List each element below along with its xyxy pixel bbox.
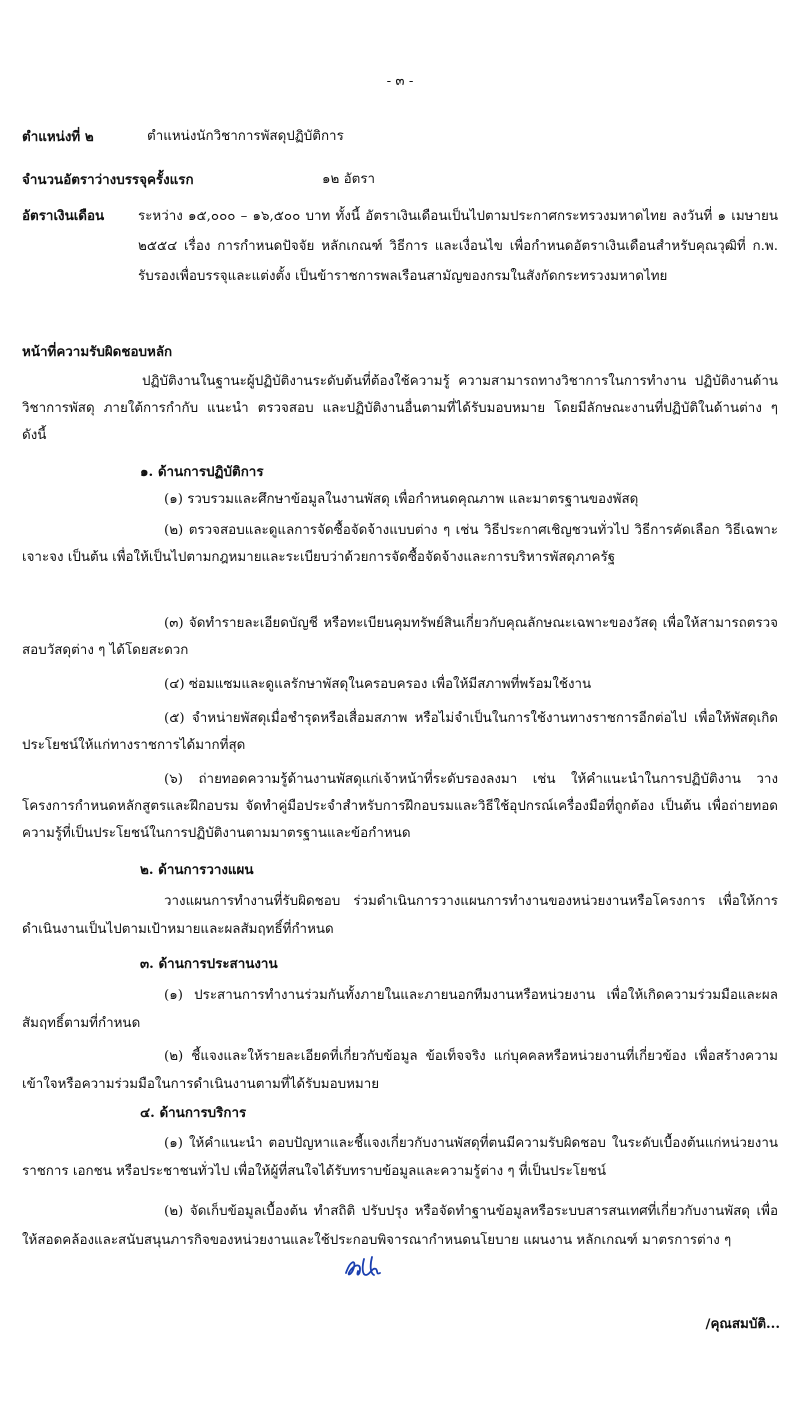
duty-item: (๑) ให้คำแนะนำ ตอบปัญหาและชี้แจงเกี่ยวกับงานพัสดุที่ตนมีความรับผิดชอบ ในระดับเบื้องต้นแก่หน่วยงานราชการ เอกชน หรือประชาชนทั่วไป เพื่อให้ผู้ที่สนใจได้รับทราบข้อมูลและความรู้ต่าง ๆ ที่เป็นประโยชน์	[22, 1136, 778, 1179]
duty-item: (๑) รวบรวมและศึกษาข้อมูลในงานพัสดุ เพื่อกำหนดคุณภาพ และมาตรฐานของพัสดุ	[164, 492, 639, 507]
duty-item: (๒) ชี้แจงและให้รายละเอียดที่เกี่ยวกับข้อมูล ข้อเท็จจริง แก่บุคคลหรือหน่วยงานที่เกี่ยวข้อง เพื่อสร้างความเข้าใจหรือความร่วมมือในการดำเนินงานตามที่ได้รับมอบหมาย	[22, 1049, 778, 1092]
vacancies-value: ๑๒ อัตรา	[322, 172, 376, 187]
duty-item: (๓) จัดทำรายละเอียดบัญชี หรือทะเบียนคุมทรัพย์สินเกี่ยวกับคุณลักษณะเฉพาะของวัสดุ เพื่อให้สามารถตรวจสอบวัสดุต่าง ๆ ได้โดยสะดวก	[22, 616, 778, 658]
duty-item: (๔) ซ่อมแซมและดูแลรักษาพัสดุในครอบครอง เพื่อให้มีสภาพที่พร้อมใช้งาน	[164, 677, 592, 692]
duty-item: (๖) ถ่ายทอดความรู้ด้านงานพัสดุแก่เจ้าหน้าที่ระดับรองลงมา เช่น ให้คำแนะนำในการปฏิบัติงาน วางโครงการกำหนดหลักสูตรและฝึกอบรม จัดทำคู่มือประจำสำหรับการฝึกอบรมและวิธีใช้อุปกรณ์เครื่องมือที่ถูกต้อง เป็นต้น เพื่อถ่ายทอดความรู้ที่เป็นประโยชน์ในการปฏิบัติงานตามมาตรฐานและข้อกำหนด	[22, 772, 778, 841]
position-value: ตำแหน่งนักวิชาการพัสดุปฏิบัติการ	[147, 129, 344, 144]
position-label: ตำแหน่งที่ ๒	[22, 129, 94, 145]
salary-value: ระหว่าง ๑๕,๐๐๐ – ๑๖,๕๐๐ บาท ทั้งนี้ อัตราเงินเดือนเป็นไปตามประกาศกระทรวงมหาดไทย ลงวันที่ ๑ เมษายน ๒๕๕๔ เรื่อง การกำหนดปัจจัย หลักเกณฑ์ วิธีการ และเงื่อนไข เพื่อกำหนดอัตราเงินเดือนสำหรับคุณวุฒิที่ ก.พ. รับรองเพื่อบรรจุและแต่งตั้ง เป็นข้าราชการพลเรือนสามัญของกรมในสังกัดกระทรวงมหาดไทย	[138, 209, 778, 284]
duties-heading: หน้าที่ความรับผิดชอบหลัก	[22, 344, 173, 360]
duty-item: (๕) จำหน่ายพัสดุเมื่อชำรุดหรือเสื่อมสภาพ หรือไม่จำเป็นในการใช้งานทางราชการอีกต่อไป เพื่อให้พัสดุเกิดประโยชน์ให้แก่ทางราชการได้มากที่สุด	[22, 711, 778, 753]
section-heading: ๒. ด้านการวางแผน	[140, 862, 254, 878]
vacancies-label: จำนวนอัตราว่างบรรจุครั้งแรก	[22, 172, 194, 188]
salary-label: อัตราเงินเดือน	[22, 208, 105, 224]
duty-item: (๒) ตรวจสอบและดูแลการจัดซื้อจัดจ้างแบบต่าง ๆ เช่น วิธีประกาศเชิญชวนทั่วไป วิธีการคัดเลือก วิธีเฉพาะเจาะจง เป็นต้น เพื่อให้เป็นไปตามกฎหมายและระเบียบว่าด้วยการจัดซื้อจัดจ้างและการบริหารพัสดุภาครัฐ	[22, 523, 778, 565]
section-heading: ๔. ด้านการบริการ	[140, 1105, 247, 1121]
continuation-marker: /คุณสมบัติ...	[705, 1316, 780, 1332]
duty-item: (๒) จัดเก็บข้อมูลเบื้องต้น ทำสถิติ ปรับปรุง หรือจัดทำฐานข้อมูลหรือระบบสารสนเทศที่เกี่ยวกับงานพัสดุ เพื่อให้สอดคล้องและสนับสนุนภารกิจของหน่วยงานและใช้ประกอบพิจารณากำหนดนโยบาย แผนงาน หลักเกณฑ์ มาตรการต่าง ๆ	[22, 1204, 778, 1248]
duty-item: (๑) ประสานการทำงานร่วมกันทั้งภายในและภายนอกทีมงานหรือหน่วยงาน เพื่อให้เกิดความร่วมมือและผลสัมฤทธิ์ตามที่กำหนด	[22, 988, 778, 1031]
section-heading: ๓. ด้านการประสานงาน	[140, 956, 278, 972]
signature-initials-icon	[342, 1253, 390, 1281]
page-number: - ๓ -	[386, 74, 414, 89]
duties-intro: ปฏิบัติงานในฐานะผู้ปฏิบัติงานระดับต้นที่ต้องใช้ความรู้ ความสามารถทางวิชาการในการทำงาน ปฏิบัติงานด้านวิชาการพัสดุ ภายใต้การกำกับ แนะนำ ตรวจสอบ และปฏิบัติงานอื่นตามที่ได้รับมอบหมาย โดยมีลักษณะงานที่ปฏิบัติในด้านต่าง ๆ ดังนี้	[22, 374, 778, 443]
section-heading: ๑. ด้านการปฏิบัติการ	[140, 464, 264, 480]
duty-item: วางแผนการทำงานที่รับผิดชอบ ร่วมดำเนินการวางแผนการทำงานของหน่วยงานหรือโครงการ เพื่อให้การดำเนินงานเป็นไปตามเป้าหมายและผลสัมฤทธิ์ที่กำหนด	[22, 894, 778, 937]
